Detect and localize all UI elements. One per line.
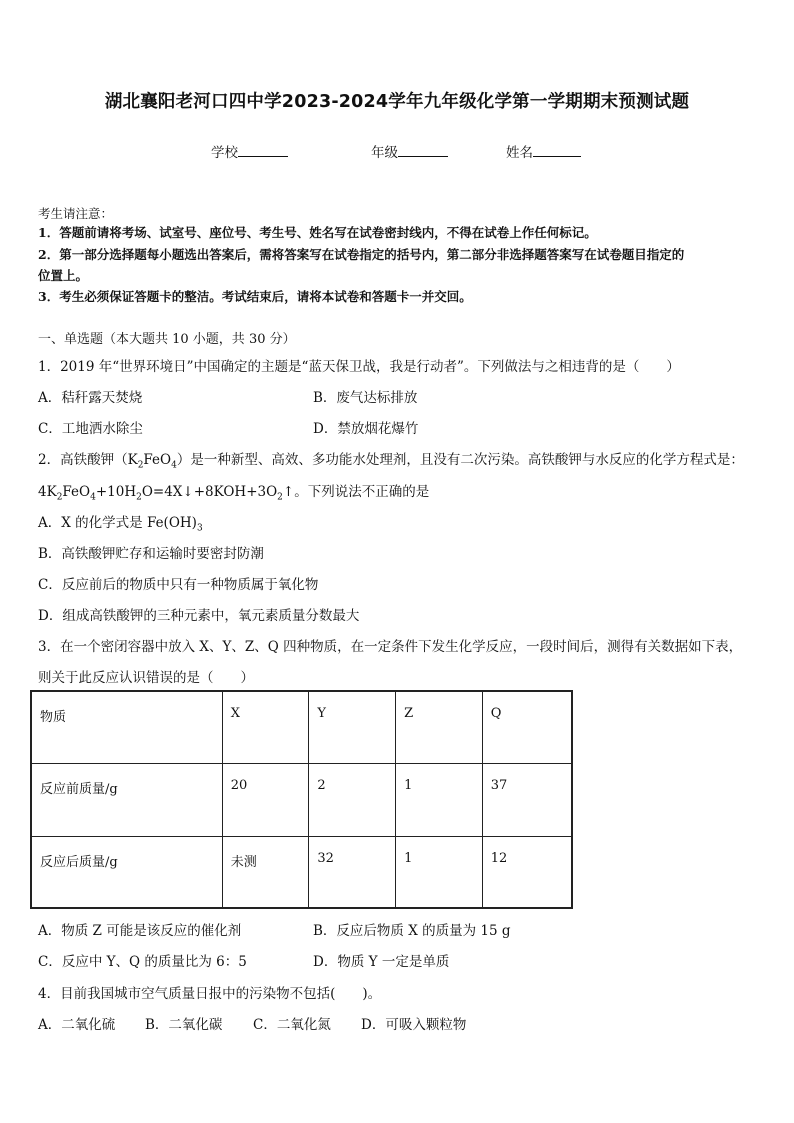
table-header-row bbox=[31, 691, 572, 763]
name-label: 姓名 bbox=[506, 145, 533, 161]
q4-option-b: B．二氧化碳 bbox=[145, 1017, 223, 1033]
table-cell: 反应前质量/g bbox=[31, 763, 222, 836]
school-blank[interactable] bbox=[238, 142, 288, 157]
grade-field[interactable] bbox=[371, 141, 448, 161]
q1-stem: 1．2019 年“世界环境日”中国确定的主题是“蓝天保卫战，我是行动者”。下列做法与之相违背的是（ ） bbox=[38, 359, 680, 375]
q1-option-a: A．秸秆露天焚烧 bbox=[38, 390, 143, 406]
notice-item-3: 3．考生必须保证答题卡的整洁。考试结束后，请将本试卷和答题卡一并交回。 bbox=[38, 289, 472, 304]
q2-option-d: D．组成高铁酸钾的三种元素中，氧元素质量分数最大 bbox=[38, 608, 360, 624]
table-cell: 32 bbox=[309, 836, 396, 908]
q1-option-d: D．禁放烟花爆竹 bbox=[313, 421, 419, 437]
grade-blank[interactable] bbox=[398, 142, 448, 157]
table-row bbox=[31, 836, 572, 908]
q3-option-a: A．物质 Z 可能是该反应的催化剂 bbox=[38, 923, 242, 939]
notice-heading: 考生请注意： bbox=[38, 206, 114, 221]
table-header-cell: Y bbox=[309, 691, 396, 763]
table-header-cell: X bbox=[222, 691, 309, 763]
page-title: 湖北襄阳老河口四中学2023-2024学年九年级化学第一学期期末预测试题 bbox=[104, 92, 690, 112]
q4-option-c: C．二氧化氮 bbox=[253, 1017, 331, 1033]
grade-label: 年级 bbox=[371, 145, 398, 161]
table-cell: 37 bbox=[482, 763, 572, 836]
q2-option-b: B．高铁酸钾贮存和运输时要密封防潮 bbox=[38, 546, 264, 562]
name-blank[interactable] bbox=[533, 142, 581, 157]
q4-option-d: D．可吸入颗粒物 bbox=[361, 1017, 467, 1033]
table-cell: 12 bbox=[482, 836, 572, 908]
q2-equation: $4K_2FeO_4+10H_2O=4X↓+8KOH+3O_2↑$。下列说法不正确的是 bbox=[38, 484, 430, 503]
q3-option-b: B．反应后物质 X 的质量为 15 g bbox=[313, 923, 511, 939]
q1-option-b: B．废气达标排放 bbox=[313, 390, 418, 406]
school-label: 学校 bbox=[211, 145, 238, 161]
q4-option-a: A．二氧化硫 bbox=[38, 1017, 116, 1033]
q1-option-c: C．工地洒水除尘 bbox=[38, 421, 143, 437]
table-row bbox=[31, 763, 572, 836]
q3-stem-line2: 则关于此反应认识错误的是（ ） bbox=[38, 670, 254, 686]
table-cell: 未测 bbox=[222, 836, 309, 908]
table-cell: 1 bbox=[396, 836, 483, 908]
q2-option-c: C．反应前后的物质中只有一种物质属于氧化物 bbox=[38, 577, 319, 593]
table-cell: 20 bbox=[222, 763, 309, 836]
q3-data-table bbox=[30, 690, 573, 909]
notice-item-1: 1．答题前请将考场、试室号、座位号、考生号、姓名写在试卷密封线内，不得在试卷上作任何标记。 bbox=[38, 225, 597, 240]
section-heading: 一、单选题（本大题共 10 小题，共 30 分） bbox=[38, 332, 296, 347]
q3-option-d: D．物质 Y 一定是单质 bbox=[313, 954, 450, 970]
name-field[interactable] bbox=[506, 141, 581, 161]
q3-stem-line1: 3．在一个密闭容器中放入 X、Y、Z、Q 四种物质，在一定条件下发生化学反应，一段时间后，测得有关数据如下表， bbox=[38, 639, 743, 655]
notice-item-2-line2: 位置上。 bbox=[38, 268, 89, 283]
q2-stem: 2．高铁酸钾$(K_2FeO_4)$是一种新型、高效、多功能水处理剂，且没有二次污染。高铁酸钾与水反应的化学方程式是： bbox=[38, 452, 744, 471]
table-cell: 2 bbox=[309, 763, 396, 836]
q3-option-c: C．反应中 Y、Q 的质量比为 6：5 bbox=[38, 954, 247, 970]
q2-option-a: A．X 的化学式是 $Fe(OH)_3$ bbox=[38, 515, 203, 534]
table-cell: 反应后质量/g bbox=[31, 836, 222, 908]
table-header-cell: 物质 bbox=[31, 691, 222, 763]
table-cell: 1 bbox=[396, 763, 483, 836]
school-field[interactable] bbox=[211, 141, 288, 161]
table-header-cell: Z bbox=[396, 691, 483, 763]
notice-item-2-line1: 2．第一部分选择题每小题选出答案后，需将答案写在试卷指定的括号内，第二部分非选择题答案写在试卷题目指定的 bbox=[38, 247, 685, 262]
table-header-cell: Q bbox=[482, 691, 572, 763]
q4-stem: 4．目前我国城市空气质量日报中的污染物不包括( )。 bbox=[38, 986, 382, 1002]
